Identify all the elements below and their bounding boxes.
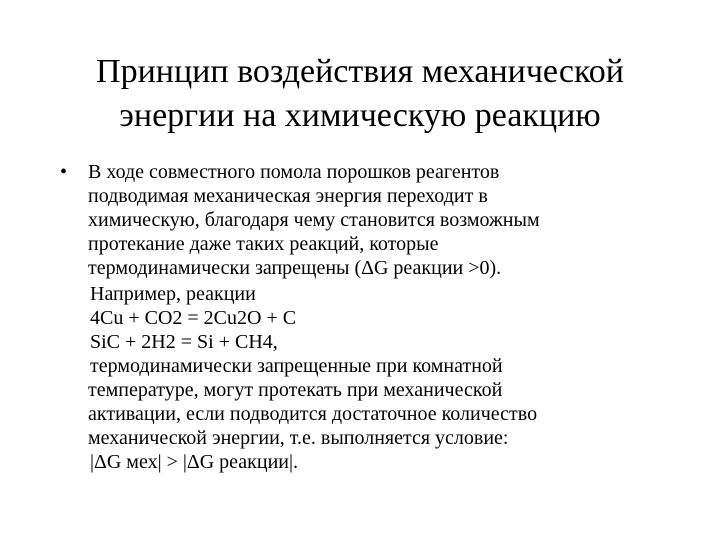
- bullet-icon: •: [60, 161, 68, 183]
- bullet-line-3: химическую, благодаря чему становится возможным: [88, 209, 540, 231]
- bullet-text: [88, 160, 660, 280]
- bullet-item: [60, 160, 660, 280]
- example-block: [60, 282, 660, 378]
- continuation-line-3: активации, если подводится достаточное количество: [88, 403, 538, 425]
- continuation-line-1: термодинамически запрещенные при комнатной: [90, 355, 503, 377]
- continuation-line-4: механической энергии, т.е. выполняется условие:: [88, 427, 509, 449]
- continuation-line-2: температуре, могут протекать при механической: [88, 379, 503, 401]
- slide-title: [40, 50, 680, 138]
- bullet-line-2: подводимая механическая энергия переходит в: [88, 185, 488, 207]
- continuation-block: [60, 378, 660, 474]
- bullet-line-1: В ходе совместного помола порошков реагентов: [88, 161, 500, 183]
- slide-body: [60, 160, 660, 474]
- bullet-line-5: термодинамически запрещены (ΔG реакции >0).: [88, 257, 502, 279]
- bullet-line-4: протекание даже таких реакций, которые: [88, 233, 439, 255]
- title-line-2: энергии на химическую реакцию: [119, 97, 601, 134]
- reaction-2: SiC + 2H2 = Si + CH4,: [90, 331, 278, 353]
- title-line-1: Принцип воздействия механической: [96, 53, 624, 90]
- example-intro: Например, реакции: [90, 283, 256, 305]
- condition-formula: |ΔG мех| > |ΔG реакции|.: [90, 451, 298, 473]
- reaction-1: 4Cu + CO2 = 2Cu2O + C: [90, 307, 297, 329]
